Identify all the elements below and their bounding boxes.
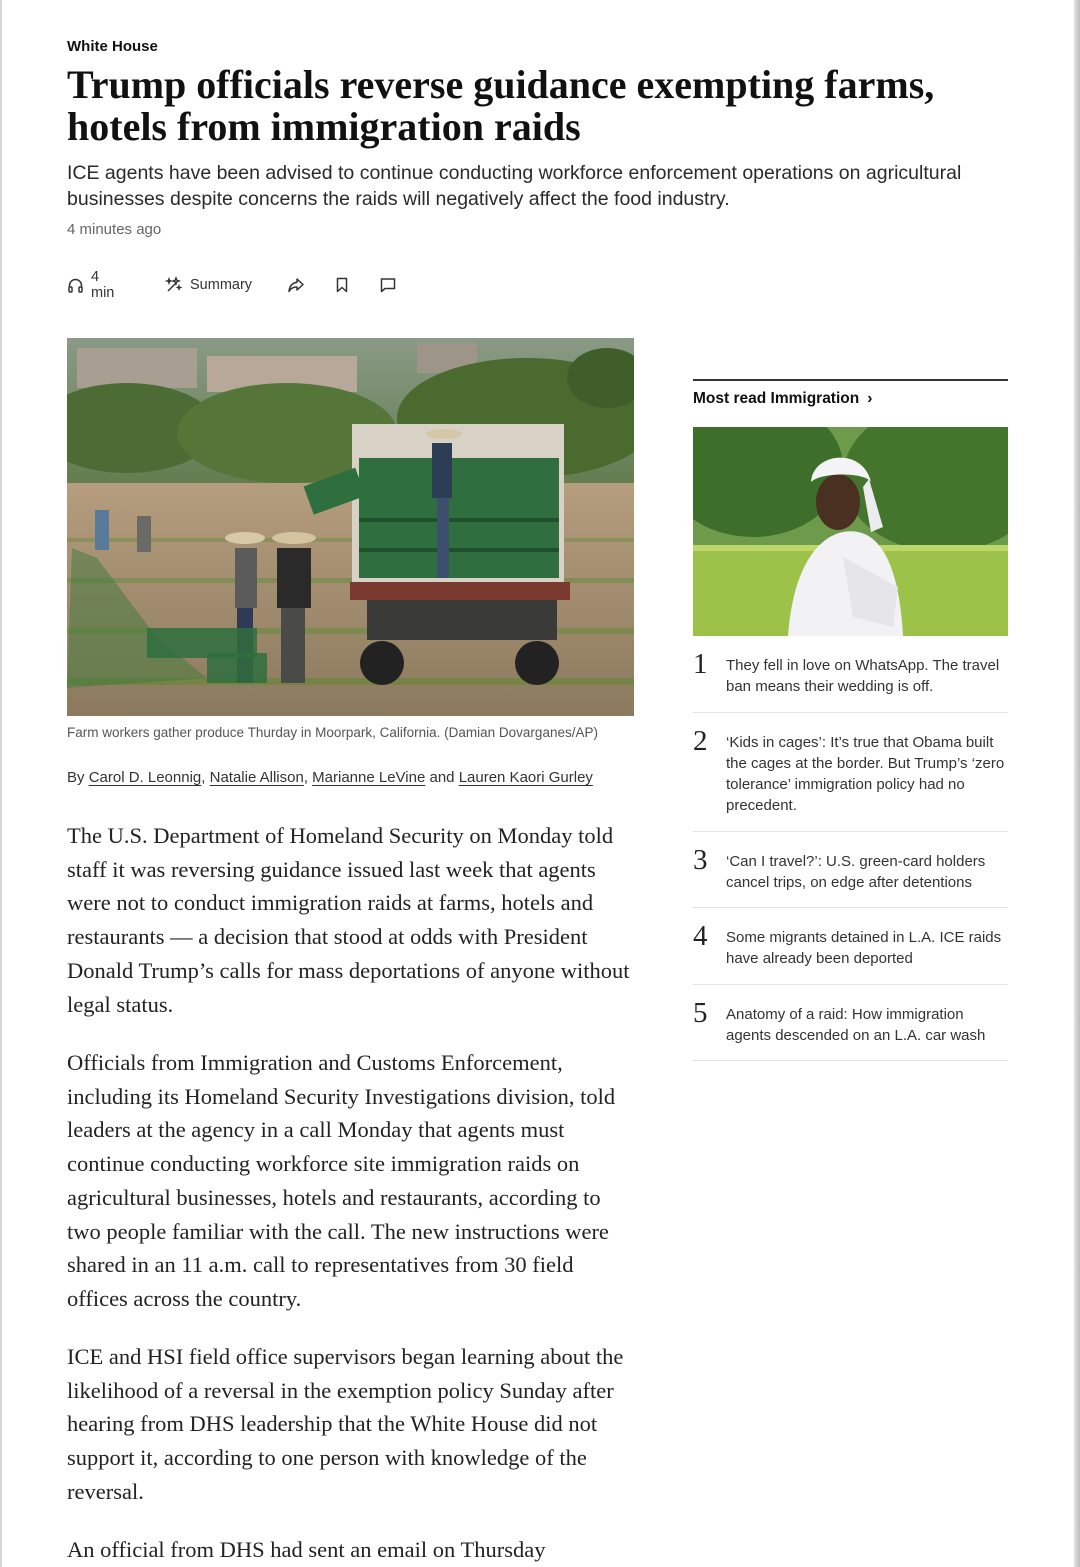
byline-separator: ,	[201, 769, 206, 786]
most-read-item[interactable]	[693, 726, 1008, 832]
rank-number: 1	[693, 648, 708, 680]
comment-icon	[380, 277, 396, 293]
hero-photo	[67, 338, 634, 716]
most-read-item[interactable]	[693, 845, 1008, 908]
most-read-title-link[interactable]	[693, 390, 872, 408]
most-read-item[interactable]	[693, 649, 1008, 713]
most-read-item[interactable]	[693, 998, 1008, 1061]
comment-button[interactable]	[380, 274, 396, 296]
bookmark-button[interactable]	[335, 274, 349, 296]
article-timestamp: 4 minutes ago	[67, 221, 162, 238]
page-scrollbar[interactable]	[1074, 0, 1080, 1567]
listen-label: 4 min	[91, 269, 115, 301]
photo-caption: Farm workers gather produce Thurday in Moorpark, California. (Damian Dovarganes/AP)	[67, 725, 598, 740]
byline-prefix: By	[67, 769, 85, 786]
sidebar-divider	[693, 379, 1008, 381]
page-left-border	[0, 0, 2, 1567]
most-read-title: Most read Immigration	[693, 390, 860, 407]
section-label[interactable]: White House	[67, 38, 158, 55]
byline-conjunction: and	[429, 769, 455, 786]
most-read-headline: They fell in love on WhatsApp. The travel ban means their wedding is off.	[726, 657, 1000, 695]
article-headline: Trump officials reverse guidance exempting farms, hotels from immigration raids	[67, 62, 935, 149]
most-read-headline: Some migrants detained in L.A. ICE raids have already been deported	[726, 929, 1002, 967]
author-link[interactable]: Marianne LeVine	[312, 769, 426, 786]
headphones-icon	[67, 277, 84, 294]
most-read-headline: Anatomy of a raid: How immigration agents descended on an L.A. car wash	[726, 1006, 986, 1044]
byline-separator: ,	[303, 769, 308, 786]
chevron-right-icon: ›	[867, 390, 873, 407]
author-link[interactable]: Lauren Kaori Gurley	[458, 769, 593, 786]
author-link[interactable]: Natalie Allison	[209, 769, 304, 786]
share-icon	[287, 276, 305, 294]
summary-button[interactable]	[165, 274, 252, 296]
most-read-headline: ‘Can I travel?’: U.S. green-card holders cancel trips, on edge after detentions	[726, 853, 986, 891]
bookmark-icon	[335, 277, 349, 293]
sidebar-photo[interactable]	[693, 427, 1008, 636]
sparkle-icon	[165, 276, 183, 294]
most-read-headline: ‘Kids in cages’: It’s true that Obama built the cages at the border. But Trump’s ‘zero tolerance’ immigration policy had no precedent.	[726, 734, 1005, 814]
rank-number: 2	[693, 725, 708, 757]
body-paragraph: ICE and HSI field office supervisors began learning about the likelihood of a reversal in the exemption policy Sunday after hearing from DHS leadership that the White House did not support it, according to one person with knowledge of the reversal.	[67, 1344, 624, 1504]
body-paragraph: An official from DHS had sent an email on Thursday	[67, 1537, 546, 1562]
summary-label: Summary	[190, 277, 253, 293]
most-read-sidebar	[693, 379, 1008, 1044]
body-paragraph: The U.S. Department of Homeland Security on Monday told staff it was reversing guidance issued last week that agents were not to conduct immigration raids at farms, hotels and restaurants — a decision that stood at odds with President Donald Trump’s calls for mass deportations of anyone without legal status.	[67, 823, 630, 1017]
byline	[67, 769, 637, 786]
author-link[interactable]: Carol D. Leonnig	[88, 769, 202, 786]
listen-button[interactable]	[67, 269, 115, 301]
article-deck: ICE agents have been advised to continue conducting workforce enforcement operations on agricultural businesses despite concerns the raids will negatively affect the food industry.	[67, 162, 962, 210]
share-button[interactable]	[287, 274, 305, 296]
rank-number: 5	[693, 997, 708, 1029]
most-read-item[interactable]	[693, 921, 1008, 985]
rank-number: 3	[693, 844, 708, 876]
rank-number: 4	[693, 920, 708, 952]
body-paragraph: Officials from Immigration and Customs Enforcement, including its Homeland Security Investigations division, told leaders at the agency in a call Monday that agents must continue conducting workforce site immigration raids on agricultural businesses, hotels and restaurants, according to two people familiar with the call. The new instructions were shared in an 11 a.m. call to representatives from 30 field offices across the country.	[67, 1050, 616, 1311]
